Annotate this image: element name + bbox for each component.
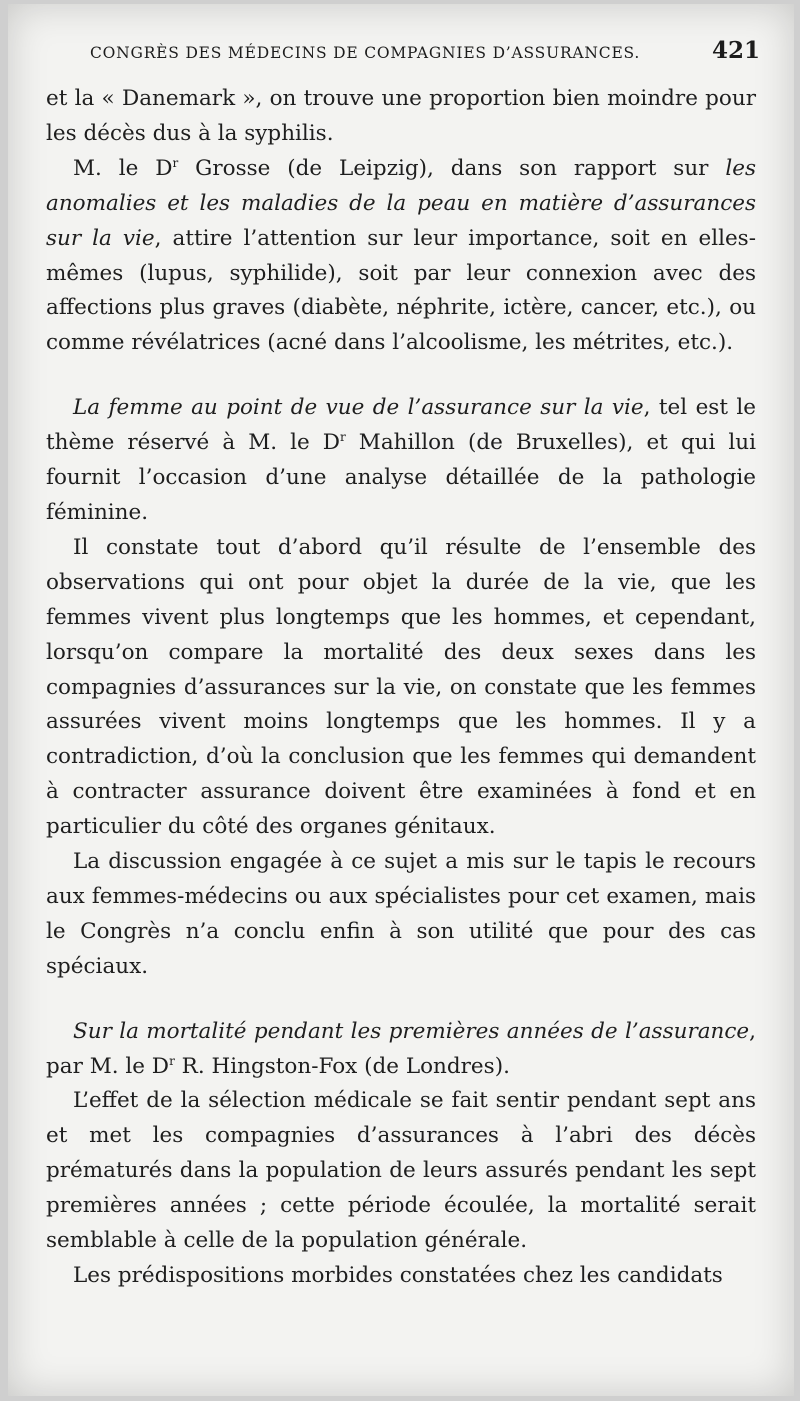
paragraph-discussion: La discussion engagée à ce sujet a mis sur le tapis le recours aux femmes-médecins ou aux spécialistes pour cet examen, mais le Congrès n’a conclu enfin à son utilité que pour des cas spéciaux. [46,849,756,979]
paragraph-contradiction: Il constate tout d’abord qu’il résulte de l’ensemble des observations qui ont pour objet la durée de la vie, que les femmes vivent plus longtemps que les hommes, et cependant, lorsqu’on compare la mortalité des deux sexes dans les compagnies d’assurances sur la vie, on constate que les femmes assurées vivent moins longtemps que les hommes. Il y a contradiction, d’où la conclusion que les femmes qui demandent à contracter assurance doivent être examinées à fond et en particulier du côté des organes génitaux. [46,534,756,840]
section-gap [46,361,756,391]
text-segment: , par M. le D [46,1018,756,1079]
page-number: 421 [711,37,760,64]
body-text [46,82,756,1294]
report-title: Sur la mortalité pendant les premières années de l’assurance [73,1018,750,1044]
text-segment: , attire l’attention sur leur importance, soit en elles-mêmes (lupus, syphilide), soit par leur connexion avec des affections plus graves (diabète, néphrite, ictère, cancer, etc.), ou comme révélatrices (acné dans l’alcoolisme, les métrites, etc.). [46,225,756,356]
text-segment: , tel est le thème réservé à M. le D [46,395,756,456]
text-segment: Grosse (de Leipzig), dans son rapport sur [178,155,726,181]
page-header [60,38,760,78]
report-title: les anomalies et les maladies de la peau en matière d’assurances sur la vie [46,155,756,251]
superscript: r [340,430,346,445]
paragraph-predispositions: Les prédispositions morbides constatées chez les candidats [73,1263,723,1288]
paragraph-mahillon [46,391,756,531]
text-segment: Mahillon (de Bruxelles), et qui lui fournit l’occasion d’une analyse détaillée de la pathologie féminine. [46,430,756,525]
text-segment: M. le D [73,155,173,181]
paragraph-continuation: et la « Danemark », on trouve une proportion bien moindre pour les décès dus à la syphilis. [46,86,756,146]
section-gap [46,985,756,1015]
superscript: r [169,1053,175,1068]
report-title: La femme au point de vue de l’assurance sur la vie [73,395,644,421]
book-page [8,4,794,1396]
paragraph-hingston-fox [46,1015,756,1085]
text-segment: R. Hingston-Fox (de Londres). [174,1053,510,1079]
superscript: r [172,155,179,170]
paragraph-grosse [46,152,756,361]
running-title: CONGRÈS DES MÉDECINS DE COMPAGNIES D’ASSURANCES. [90,44,641,62]
paragraph-selection: L’effet de la sélection médicale se fait sentir pendant sept ans et met les compagnies d’assurances à l’abri des décès prématurés dans la population de leurs assurés pendant les sept premières années ; cette période écoulée, la mortalité serait semblable à celle de la population générale. [46,1088,756,1254]
